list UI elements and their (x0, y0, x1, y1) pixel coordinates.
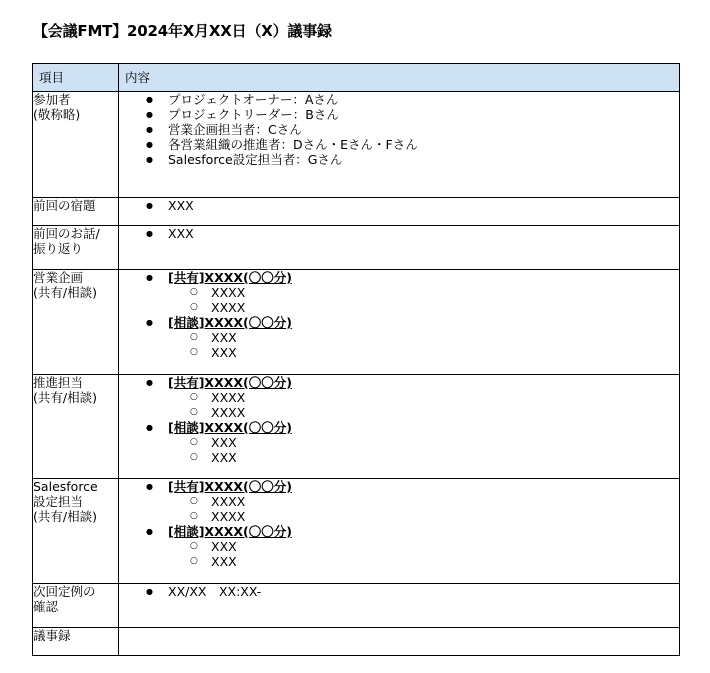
item-cell-homework (33, 198, 119, 226)
agenda-share-item: ● [共有]XXXX(〇〇分) (119, 375, 679, 390)
item-cell-next-meeting (33, 584, 119, 628)
sub-list-item: ○ XXX (119, 345, 679, 360)
table-row-promotion (33, 375, 680, 479)
list-item: ● 営業企画担当者：Cさん (119, 122, 679, 137)
sub-list-item: ○ XXX (119, 450, 679, 465)
item-cell-promotion (33, 375, 119, 479)
agenda-consult-item: ● [相談]XXXX(〇〇分) (119, 315, 679, 330)
item-cell-participants (33, 92, 119, 198)
list-item: ● プロジェクトリーダー：Bさん (119, 107, 679, 122)
header-item: 項目 (33, 64, 119, 92)
list-item: ● プロジェクトオーナー：Aさん (119, 92, 679, 107)
document-title: 【会議FMT】2024年X月XX日（X）議事録 (33, 22, 332, 40)
table-row-participants (33, 92, 680, 198)
item-cell-sales-planning (33, 270, 119, 375)
sub-list-item: ○ XXXX (119, 509, 679, 524)
item-label-note: (敬称略) (33, 107, 81, 122)
list-item: ● XXX (119, 198, 679, 213)
content-cell-participants (119, 92, 680, 198)
content-cell-minutes (119, 628, 680, 656)
sub-list-item: ○ XXXX (119, 285, 679, 300)
sub-list-item: ○ XXX (119, 539, 679, 554)
sub-list-item: ○ XXXX (119, 405, 679, 420)
sub-list-item: ○ XXXX (119, 390, 679, 405)
sub-list-item: ○ XXXX (119, 494, 679, 509)
agenda-consult-item: ● [相談]XXXX(〇〇分) (119, 420, 679, 435)
item-label: 前回の宿題 (33, 198, 96, 213)
item-label-note: (共有/相談) (33, 509, 97, 524)
item-label: 推進担当 (33, 375, 84, 390)
list-item: ● Salesforce設定担当者：Gさん (119, 152, 679, 167)
item-cell-review (33, 226, 119, 270)
table-row-minutes (33, 628, 680, 656)
content-cell-homework (119, 198, 680, 226)
table-row-next-meeting (33, 584, 680, 628)
minutes-table (32, 63, 680, 656)
item-label: 参加者 (33, 92, 71, 107)
sub-list-item: ○ XXXX (119, 300, 679, 315)
agenda-share-item: ● [共有]XXXX(〇〇分) (119, 479, 679, 494)
content-cell-review (119, 226, 680, 270)
sub-list-item: ○ XXX (119, 435, 679, 450)
item-label-cont: 確認 (33, 599, 59, 614)
content-cell-salesforce (119, 479, 680, 584)
list-item: ● XX/XX XX:XX- (119, 584, 679, 599)
list-item: ● 各営業組織の推進者：Dさん・Eさん・Fさん (119, 137, 679, 152)
content-cell-next-meeting (119, 584, 680, 628)
agenda-consult-item: ● [相談]XXXX(〇〇分) (119, 524, 679, 539)
table-row-review (33, 226, 680, 270)
table-header-row (33, 64, 680, 92)
table-row-homework (33, 198, 680, 226)
table-row-salesforce (33, 479, 680, 584)
header-content: 内容 (119, 64, 680, 92)
item-label: 前回のお話/ (33, 226, 100, 241)
item-label-note: (共有/相談) (33, 390, 97, 405)
sub-list-item: ○ XXX (119, 554, 679, 569)
sub-list-item: ○ XXX (119, 330, 679, 345)
item-label-cont: 振り返り (33, 241, 84, 256)
item-cell-minutes (33, 628, 119, 656)
item-label: Salesforce (33, 479, 98, 494)
item-label: 次回定例の (33, 584, 96, 599)
item-label-cont: 設定担当 (33, 494, 84, 509)
content-cell-promotion (119, 375, 680, 479)
item-label-note: (共有/相談) (33, 285, 97, 300)
content-cell-sales-planning (119, 270, 680, 375)
list-item: ● XXX (119, 226, 679, 241)
item-label: 営業企画 (33, 270, 84, 285)
table-row-sales-planning (33, 270, 680, 375)
item-label: 議事録 (33, 628, 71, 643)
agenda-share-item: ● [共有]XXXX(〇〇分) (119, 270, 679, 285)
item-cell-salesforce (33, 479, 119, 584)
